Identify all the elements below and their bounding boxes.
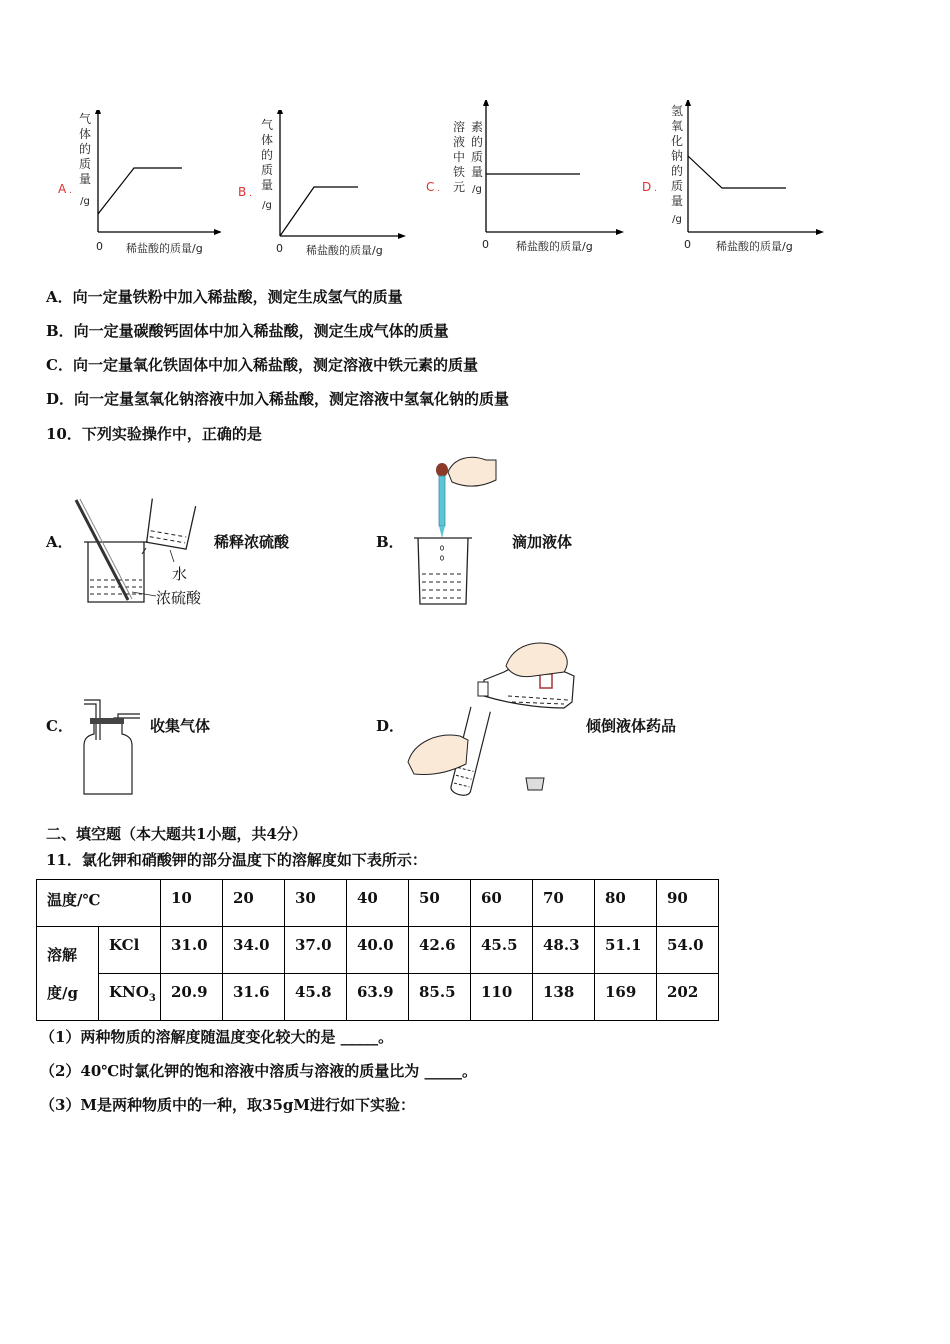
temp-cell: 10: [161, 880, 223, 927]
graph-d-plot: [640, 100, 825, 260]
section-2-heading: 二、填空题（本大题共1小题，共4分）: [46, 825, 307, 843]
q10-a-letter: A．: [46, 533, 73, 551]
temp-cell: 90: [657, 880, 719, 927]
graph-c-letter: C .: [426, 180, 441, 194]
temp-cell: 60: [471, 880, 533, 927]
graph-c-xlabel: 稀盐酸的质量/g: [516, 240, 593, 253]
graph-c-plot: [424, 100, 624, 260]
graph-c-yunit: /g: [472, 184, 482, 195]
value-cell: 31.6: [223, 974, 285, 1021]
value-cell: 202: [657, 974, 719, 1021]
graph-a-letter: A .: [58, 182, 72, 196]
value-cell: 20.9: [161, 974, 223, 1021]
q10-b-caption: 滴加液体: [512, 533, 573, 551]
graph-d-letter: D .: [642, 180, 657, 194]
graph-a-ylabel: 气 体 的 质 量: [78, 112, 91, 186]
value-cell: 85.5: [409, 974, 471, 1021]
value-cell: 42.6: [409, 927, 471, 974]
q9-option-a: A．向一定量铁粉中加入稀盐酸，测定生成氢气的质量: [46, 288, 403, 306]
graph-d-origin: 0: [684, 238, 691, 251]
q10-d-letter: D．: [376, 717, 405, 735]
q10-c-letter: C．: [46, 717, 73, 735]
graph-b: [236, 110, 406, 260]
value-cell: 54.0: [657, 927, 719, 974]
q11-stem: 11．氯化钾和硝酸钾的部分温度下的溶解度如下表所示：: [46, 851, 427, 869]
q10-d-figure: [404, 636, 589, 804]
table-row: [37, 880, 719, 927]
solubility-table: [36, 879, 719, 1021]
graph-b-xlabel: 稀盐酸的质量/g: [306, 244, 383, 257]
temp-cell: 20: [223, 880, 285, 927]
q10-b-letter: B．: [376, 533, 404, 551]
value-cell: 34.0: [223, 927, 285, 974]
solubility-header: 溶解 度/g: [37, 927, 99, 1021]
q10-a-water-label: 水: [172, 565, 188, 583]
temp-cell: 30: [285, 880, 347, 927]
substance-name: $KNO_3$: [99, 974, 161, 1021]
graph-c: [424, 100, 624, 260]
graph-a-plot: [56, 110, 221, 260]
table-row: [37, 927, 719, 974]
value-cell: 45.5: [471, 927, 533, 974]
q9-option-b: B．向一定量碳酸钙固体中加入稀盐酸，测定生成气体的质量: [46, 322, 449, 340]
graph-b-yunit: /g: [262, 200, 272, 211]
q11-sub1: （1）两种物质的溶解度随温度变化较大的是 _____。: [40, 1028, 394, 1046]
graph-d-xlabel: 稀盐酸的质量/g: [716, 240, 793, 253]
graph-b-ylabel: 气 体 的 质 量: [260, 118, 273, 192]
value-cell: 40.0: [347, 927, 409, 974]
temp-cell: 80: [595, 880, 657, 927]
q9-option-d: D．向一定量氢氧化钠溶液中加入稀盐酸，测定溶液中氢氧化钠的质量: [46, 390, 510, 408]
value-cell: 37.0: [285, 927, 347, 974]
q10-a-acid-label: 浓硫酸: [156, 589, 202, 607]
graph-a-yunit: /g: [80, 196, 90, 207]
graph-b-origin: 0: [276, 242, 283, 255]
value-cell: 110: [471, 974, 533, 1021]
graph-d-curve: [688, 156, 786, 188]
q11-sub3: （3）M是两种物质中的一种，取35gM进行如下实验：: [40, 1096, 416, 1114]
graph-c-origin: 0: [482, 238, 489, 251]
table-row: [37, 974, 719, 1021]
q10-c-figure: [78, 690, 148, 800]
value-cell: 169: [595, 974, 657, 1021]
q10-a-caption: 稀释浓硫酸: [214, 533, 290, 551]
temp-cell: 50: [409, 880, 471, 927]
graph-a-xlabel: 稀盐酸的质量/g: [126, 242, 203, 255]
graph-a: [56, 110, 221, 260]
value-cell: 31.0: [161, 927, 223, 974]
graph-a-origin: 0: [96, 240, 103, 253]
graph-d-ylabel: 氢 氧 化 钠 的 质 量: [670, 104, 683, 208]
temp-cell: 40: [347, 880, 409, 927]
q10-stem: 10．下列实验操作中，正确的是: [46, 425, 262, 443]
q9-option-c: C．向一定量氧化铁固体中加入稀盐酸，测定溶液中铁元素的质量: [46, 356, 478, 374]
q10-b-figure: [410, 452, 510, 610]
graph-b-plot: [236, 110, 406, 260]
substance-name: KCl: [99, 927, 161, 974]
graph-c-ylabel-2: 素 的 质 量: [470, 120, 483, 179]
value-cell: 45.8: [285, 974, 347, 1021]
value-cell: 51.1: [595, 927, 657, 974]
temp-header: 温度/℃: [37, 880, 161, 927]
q11-sub2: （2）40℃时氯化钾的饱和溶液中溶质与溶液的质量比为 _____。: [40, 1062, 478, 1080]
graph-c-ylabel-1: 溶 液 中 铁 元: [452, 120, 465, 194]
graph-b-letter: B .: [238, 185, 252, 199]
graph-a-curve: [98, 168, 182, 214]
value-cell: 48.3: [533, 927, 595, 974]
q10-d-caption: 倾倒液体药品: [586, 717, 677, 735]
value-cell: 63.9: [347, 974, 409, 1021]
graph-d-yunit: /g: [672, 214, 682, 225]
graph-d: [640, 100, 825, 260]
q10-c-caption: 收集气体: [150, 717, 211, 735]
value-cell: 138: [533, 974, 595, 1021]
temp-cell: 70: [533, 880, 595, 927]
graph-b-curve: [280, 187, 358, 236]
